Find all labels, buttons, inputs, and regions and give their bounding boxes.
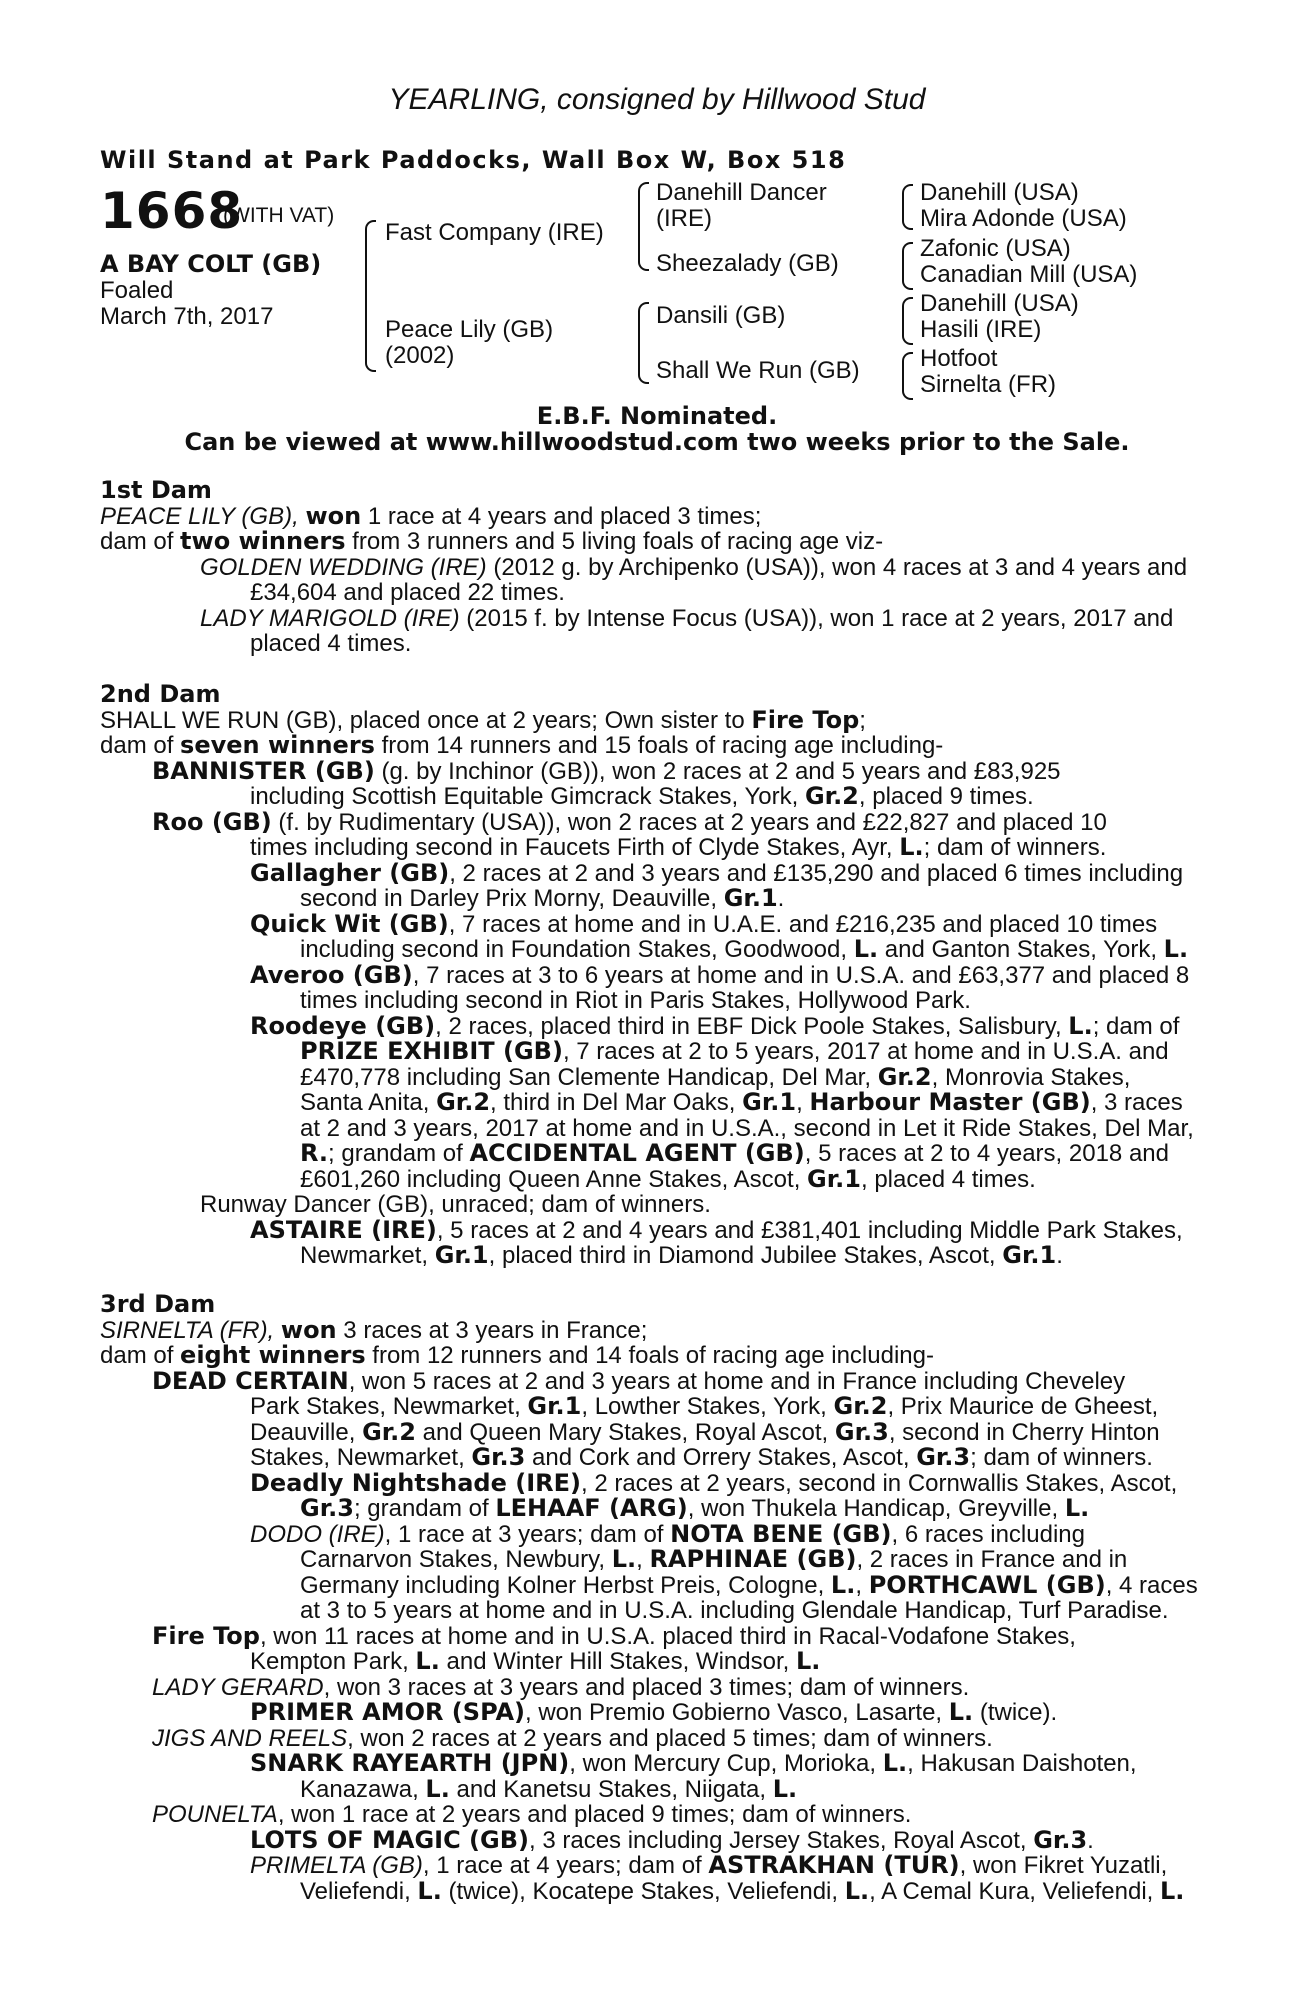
text-run: , placed 9 times. [858, 783, 1034, 810]
text-run: and Kanetsu Stakes, Niigata, [449, 1775, 773, 1803]
vat-note: (WITH VAT) [223, 204, 335, 227]
record-line [100, 1496, 1198, 1522]
text-run: (twice). [973, 1699, 1058, 1726]
text-run: ; [859, 706, 866, 734]
pedigree-dam-sire: Dansili (GB) [656, 302, 786, 329]
pedigree-ggd-4: Sirnelta (FR) [920, 371, 1057, 398]
bold-text: L. [1068, 1011, 1093, 1040]
text-run: , 1 race at 3 years; dam of [384, 1520, 671, 1548]
text-run: Stakes, Newmarket, [250, 1444, 472, 1471]
bold-text: L. [1064, 1494, 1090, 1522]
bold-text: L. [415, 1647, 440, 1675]
record-line [100, 960, 1194, 989]
bold-text: Gr.2 [362, 1417, 416, 1446]
text-run: from 14 runners and 15 foals of racing age including- [374, 732, 944, 759]
record-line [100, 1675, 1198, 1701]
italic-text: POUNELTA [152, 1801, 278, 1828]
text-run: SHALL WE RUN (GB), placed once at 2 years; Own sister to [100, 706, 752, 734]
text-run: times including second in Faucets Firth of Clyde Stakes, Ayr, [250, 834, 900, 861]
record-line [100, 1417, 1198, 1446]
text-run: £601,260 including Queen Anne Stakes, Ascot, [300, 1165, 808, 1193]
record-line [100, 1853, 1198, 1879]
text-run: times including second in Riot in Paris Stakes, Hollywood Park. [300, 987, 971, 1014]
record-line [100, 1315, 1198, 1344]
text-run: , 3 races [1090, 1089, 1183, 1116]
record-line [100, 988, 1194, 1014]
section-heading: 1st Dam [100, 476, 212, 504]
text-run: Park Stakes, Newmarket, [250, 1393, 528, 1420]
record-line [100, 705, 1194, 734]
bold-text: LEHAAF (ARG) [495, 1494, 688, 1522]
text-run: , 2 races at 2 and 3 years and £135,290 and placed 6 times including [449, 859, 1184, 887]
text-run: , third in Del Mar Oaks, [490, 1089, 743, 1116]
text-run: , 5 races at 2 and 4 years and £381,401 including Middle Park Stakes, [436, 1216, 1183, 1244]
bold-text: Harbour Master (GB) [809, 1088, 1091, 1116]
text-run: , Monrovia Stakes, [931, 1063, 1131, 1091]
record-line [100, 501, 1187, 530]
text-run: , [636, 1546, 650, 1573]
text-run: (2015 f. by Intense Focus (USA)), won 1 race at 2 years, 2017 and [459, 604, 1174, 632]
bold-text: L. [853, 935, 879, 963]
record-line [100, 1570, 1198, 1599]
text-run: , 2 races in France and in [856, 1546, 1128, 1573]
text-run: (g. by Inchinor (GB)), won 2 races at 2 and 5 years and £83,925 [374, 757, 1061, 785]
text-run: and Cork and Orrery Stakes, Ascot, [525, 1444, 917, 1471]
pedigree-sire: Fast Company (IRE) [385, 219, 604, 246]
record-line [100, 1726, 1198, 1752]
record-line [100, 1343, 1198, 1369]
pedigree-brace [902, 242, 913, 290]
italic-text: LADY GERARD [152, 1673, 324, 1701]
record-line [100, 580, 1187, 606]
section-heading: 2nd Dam [100, 680, 221, 708]
text-run: Santa Anita, [300, 1089, 437, 1116]
record-line [100, 1649, 1198, 1675]
record-line [100, 1876, 1198, 1905]
bold-text: Gr.3 [1033, 1825, 1088, 1854]
record-line [100, 807, 1194, 836]
text-run: , 1 race at 4 years; dam of [422, 1852, 709, 1879]
text-run: second in Darley Prix Morny, Deauville, [300, 885, 724, 912]
pedigree-ggd-1: Mira Adonde (USA) [920, 205, 1127, 232]
bold-text: Quick Wit (GB) [250, 909, 449, 938]
bold-text: Gr.1 [723, 884, 778, 912]
record-line [100, 756, 1194, 785]
record-line [100, 733, 1194, 759]
text-run: dam of [100, 1342, 181, 1369]
record-line [100, 1751, 1198, 1777]
text-run: . [1056, 1242, 1063, 1269]
pedigree-ggs-2: Zafonic (USA) [920, 235, 1071, 262]
text-run: . [1087, 1826, 1094, 1854]
pedigree-dam: Peace Lily (GB) [385, 316, 554, 343]
text-run: ; dam of winners. [923, 834, 1107, 861]
bold-text: Gr.1 [1002, 1241, 1057, 1269]
text-run: from 3 runners and 5 living foals of racing age viz- [345, 528, 884, 555]
bold-text: LOTS OF MAGIC (GB) [250, 1825, 529, 1854]
bold-text: two winners [180, 527, 346, 555]
record-line [100, 1825, 1198, 1854]
record-line [100, 1039, 1194, 1065]
text-run: Veliefendi, [300, 1877, 418, 1905]
record-line [100, 1445, 1198, 1471]
pedigree-ggd-3: Hasili (IRE) [920, 316, 1042, 343]
bold-text: Roodeye (GB) [250, 1011, 436, 1040]
italic-text: JIGS AND REELS [152, 1724, 348, 1752]
lot-number: 1668 [100, 182, 244, 240]
bold-text: Gr.1 [807, 1164, 861, 1193]
italic-text: GOLDEN WEDDING (IRE) [200, 553, 487, 581]
text-run: , won 5 races at 2 and 3 years at home and in France including Cheveley [348, 1367, 1126, 1395]
text-run: , 2 races at 2 years, second in Cornwallis Stakes, Ascot, [580, 1469, 1178, 1497]
record-line [100, 1519, 1198, 1548]
text-run: , 4 races [1105, 1571, 1198, 1599]
record-line [100, 1468, 1198, 1497]
text-run: Runway Dancer (GB), unraced; dam of winners. [200, 1191, 711, 1218]
bold-text: Gallagher (GB) [250, 858, 450, 887]
italic-text: PEACE LILY (GB), [100, 502, 306, 530]
record-line [100, 529, 1187, 555]
bold-text: RAPHINAE (GB) [649, 1545, 857, 1573]
text-run: including Scottish Equitable Gimcrack Stakes, York, [250, 783, 805, 810]
record-line [100, 784, 1194, 810]
pedigree-sire-sire-country: (IRE) [656, 205, 712, 232]
page-title: YEARLING, consigned by Hillwood Stud [388, 83, 926, 116]
bold-text: Deadly Nightshade (IRE) [250, 1468, 581, 1497]
text-run: , won Mercury Cup, Morioka, [569, 1750, 883, 1777]
pedigree-ggd-2: Canadian Mill (USA) [920, 261, 1138, 288]
bold-text: ACCIDENTAL AGENT (GB) [469, 1139, 805, 1167]
pedigree-brace [902, 352, 913, 400]
record-line [100, 631, 1187, 657]
record-line [100, 909, 1194, 938]
bold-text: Gr.2 [877, 1062, 932, 1091]
record-line [100, 1116, 1194, 1142]
record-line [100, 1062, 1194, 1091]
bold-text: L. [611, 1545, 637, 1573]
text-run: Kanazawa, [300, 1775, 426, 1803]
record-line [100, 1621, 1198, 1650]
bold-text: L. [795, 1647, 821, 1675]
pedigree-brace [638, 302, 649, 384]
text-run: , won 2 races at 2 years and placed 5 times; dam of winners. [347, 1724, 993, 1752]
text-run: , 6 races including [891, 1520, 1085, 1548]
bold-text: L. [772, 1774, 798, 1803]
bold-text: Fire Top [152, 1621, 260, 1650]
text-run: , second in Cherry Hinton [888, 1418, 1160, 1446]
text-run: from 12 runners and 14 foals of racing age including- [365, 1342, 934, 1369]
text-run: Carnarvon Stakes, Newbury, [300, 1546, 612, 1573]
bold-text: eight winners [180, 1341, 366, 1369]
record-line [100, 886, 1194, 912]
bold-text: L. [844, 1876, 870, 1905]
bold-text: won [305, 501, 362, 530]
text-run: , [796, 1089, 810, 1116]
record-line [100, 1547, 1198, 1573]
record-line [100, 1243, 1194, 1269]
text-run: , placed 4 times. [860, 1165, 1036, 1193]
bold-text: L. [830, 1570, 856, 1599]
bold-text: PORTHCAWL (GB) [868, 1570, 1106, 1599]
bold-text: Gr.3 [834, 1417, 889, 1446]
bold-text: Roo (GB) [152, 807, 272, 836]
bold-text: Gr.1 [742, 1088, 797, 1116]
bold-text: L. [425, 1774, 450, 1803]
text-run: at 3 to 5 years at home and in U.S.A. including Glendale Handicap, Turf Paradise. [300, 1597, 1169, 1624]
pedigree-sire-sire: Danehill Dancer [656, 179, 827, 206]
italic-text: DODO (IRE) [250, 1520, 385, 1548]
text-run: , 5 races at 2 to 4 years, 2018 and [804, 1140, 1169, 1167]
text-run: , Prix Maurice de Gheest, [887, 1393, 1159, 1420]
bold-text: L. [948, 1698, 974, 1726]
bold-text: Fire Top [751, 705, 860, 734]
text-run: ; dam of winners. [970, 1444, 1153, 1471]
text-run: , won 1 race at 2 years and placed 9 times; dam of winners. [277, 1801, 912, 1828]
bold-text: L. [417, 1876, 442, 1905]
record-line [100, 1090, 1194, 1116]
viewing-note: Can be viewed at www.hillwoodstud.com two weeks prior to the Sale. [184, 428, 1130, 456]
bold-text: NOTA BENE (GB) [670, 1519, 892, 1548]
text-run: , [855, 1571, 869, 1599]
record-line [100, 1011, 1194, 1040]
text-run: , 7 races at home and in U.A.E. and £216,235 and placed 10 times [448, 910, 1158, 938]
pedigree-sire-dam: Sheezalady (GB) [656, 250, 839, 277]
pedigree-brace [638, 182, 649, 271]
text-run: 1 race at 4 years and placed 3 times; [361, 502, 762, 530]
record-line [100, 1215, 1194, 1244]
pedigree-ggs-3: Danehill (USA) [920, 290, 1079, 317]
ebf-note: E.B.F. Nominated. [536, 402, 778, 430]
bold-text: BANNISTER (GB) [152, 756, 375, 785]
text-run: dam of [100, 528, 181, 555]
bold-text: L. [882, 1749, 908, 1777]
text-run: , Hakusan Daishoten, [907, 1750, 1137, 1777]
bold-text: Gr.3 [916, 1443, 971, 1471]
italic-text: PRIMELTA (GB) [250, 1852, 423, 1879]
italic-text: SIRNELTA (FR), [100, 1316, 281, 1344]
record-line [100, 1192, 1194, 1218]
text-run: , won 11 races at home and in U.S.A. placed third in Racal-Vodafone Stakes, [259, 1622, 1076, 1650]
pedigree-brace [902, 297, 913, 345]
bold-text: Averoo (GB) [250, 960, 413, 989]
bold-text: L. [1163, 935, 1189, 963]
record-line [100, 555, 1187, 581]
bold-text: seven winners [180, 731, 375, 759]
record-line [100, 858, 1194, 887]
pedigree-brace [365, 220, 376, 372]
text-run: , 3 races including Jersey Stakes, Royal Ascot, [529, 1826, 1034, 1854]
text-run: dam of [100, 732, 181, 759]
bold-text: Gr.2 [804, 782, 859, 810]
record-line [100, 1366, 1198, 1395]
pedigree-brace [902, 184, 913, 230]
text-run: at 2 and 3 years, 2017 at home and in U.S.A., second in Let it Ride Stakes, Del Mar, [300, 1114, 1194, 1142]
text-run: and Ganton Stakes, York, [878, 936, 1164, 963]
text-run: and Queen Mary Stakes, Royal Ascot, [416, 1418, 835, 1446]
text-run: Newmarket, [300, 1242, 435, 1269]
text-run: ; dam of [1092, 1012, 1180, 1040]
text-run: . [777, 885, 785, 912]
text-run: Kempton Park, [250, 1648, 416, 1675]
pedigree-ggs-1: Danehill (USA) [920, 179, 1079, 206]
text-run: (2012 g. by Archipenko (USA)), won 4 races at 3 and 4 years and [486, 553, 1188, 581]
text-run: placed 4 times. [250, 630, 412, 657]
foaled-date: March 7th, 2017 [100, 303, 274, 330]
text-run: , placed third in Diamond Jubilee Stakes, Ascot, [488, 1242, 1003, 1269]
record-line [100, 1598, 1198, 1624]
bold-text: PRIZE EXHIBIT (GB) [300, 1037, 563, 1065]
pedigree-dam-dam: Shall We Run (GB) [656, 357, 860, 384]
bold-text: ASTRAKHAN (TUR) [708, 1851, 960, 1879]
record-line [100, 835, 1194, 861]
record-line [100, 606, 1187, 632]
bold-text: L. [899, 833, 924, 861]
text-run: , 2 races, placed third in EBF Dick Poole Stakes, Salisbury, [435, 1012, 1069, 1040]
stand-location: Will Stand at Park Paddocks, Wall Box W, Box 518 [100, 146, 847, 174]
text-run: ; grandam of [353, 1495, 496, 1522]
record-line [100, 1141, 1194, 1167]
foaled-label: Foaled [100, 277, 174, 304]
text-run: including second in Foundation Stakes, Goodwood, [300, 936, 854, 963]
bold-text: Gr.3 [300, 1494, 354, 1522]
bold-text: Gr.2 [436, 1088, 491, 1116]
text-run: £34,604 and placed 22 times. [250, 579, 565, 606]
horse-description: A BAY COLT (GB) [100, 250, 322, 278]
italic-text: LADY MARIGOLD (IRE) [200, 604, 460, 632]
text-run: , won Premio Gobierno Vasco, Lasarte, [525, 1699, 949, 1726]
bold-text: won [280, 1315, 337, 1344]
text-run: Deauville, [250, 1418, 363, 1446]
second-dam-section [100, 682, 1194, 1269]
bold-text: SNARK RAYEARTH (JPN) [250, 1749, 570, 1777]
text-run: , 7 races at 3 to 6 years at home and in U.S.A. and £63,377 and placed 8 [412, 961, 1190, 989]
text-run: (twice), Kocatepe Stakes, Veliefendi, [441, 1877, 845, 1905]
record-line [100, 1802, 1198, 1828]
first-dam-section [100, 478, 1187, 657]
record-line [100, 1164, 1194, 1193]
bold-text: Gr.1 [434, 1241, 489, 1269]
text-run: £470,778 including San Clemente Handicap, Del Mar, [300, 1063, 878, 1091]
text-run: (f. by Rudimentary (USA)), won 2 races at 2 years and £22,827 and placed 10 [271, 808, 1107, 836]
text-run: , 7 races at 2 to 5 years, 2017 at home and in U.S.A. and [562, 1038, 1169, 1065]
bold-text: ASTAIRE (IRE) [250, 1215, 437, 1244]
pedigree-dam-year: (2002) [385, 342, 455, 369]
text-run: , won Fikret Yuzatli, [959, 1852, 1168, 1879]
text-run: , Lowther Stakes, York, [581, 1393, 834, 1420]
bold-text: Gr.3 [471, 1443, 526, 1471]
bold-text: R. [300, 1139, 329, 1167]
bold-text: L. [1160, 1876, 1185, 1905]
record-line [100, 1774, 1198, 1803]
text-run: 3 races at 3 years in France; [336, 1316, 648, 1344]
record-line [100, 1700, 1198, 1726]
text-run: ; grandam of [328, 1140, 470, 1167]
text-run: , won 3 races at 3 years and placed 3 times; dam of winners. [323, 1673, 970, 1701]
bold-text: DEAD CERTAIN [152, 1366, 349, 1395]
bold-text: Gr.2 [833, 1392, 888, 1420]
bold-text: PRIMER AMOR (SPA) [250, 1698, 525, 1726]
text-run: , A Cemal Kura, Veliefendi, [869, 1877, 1160, 1905]
bold-text: Gr.1 [527, 1392, 582, 1420]
text-run: and Winter Hill Stakes, Windsor, [439, 1648, 796, 1675]
record-line [100, 1394, 1198, 1420]
text-run: , won Thukela Handicap, Greyville, [687, 1495, 1065, 1522]
record-line [100, 937, 1194, 963]
text-run: Germany including Kolner Herbst Preis, Cologne, [300, 1571, 831, 1599]
pedigree-ggs-4: Hotfoot [920, 345, 998, 372]
section-heading: 3rd Dam [100, 1290, 216, 1318]
third-dam-section [100, 1292, 1198, 1904]
